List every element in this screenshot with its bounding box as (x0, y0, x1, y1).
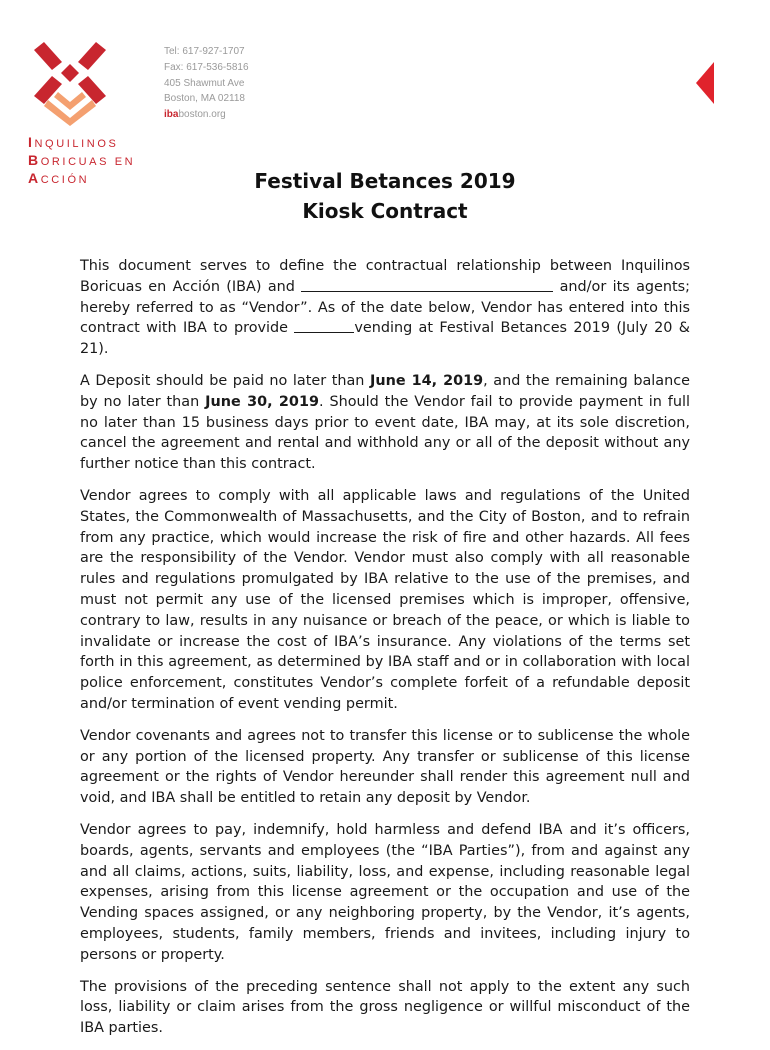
org-name: INQUILINOS BORICUAS EN ACCIÓN (28, 134, 136, 186)
red-triangle-flag-icon (696, 62, 714, 104)
vending-type-field[interactable] (294, 318, 354, 333)
paragraph-intro: This document serves to define the contractual relationship between Inquilinos Boricuas en Acción (IBA) and and/or its agents; hereby referred to as “Vendor”. As of the date below, Vendor has entered into this contract with IBA to provide vending at Festival Betances 2019 (July 20 & 21). (80, 258, 691, 358)
page-title (0, 166, 770, 226)
paragraph-compliance: Vendor agrees to comply with all applicable laws and regulations of the United States, the Commonwealth of Massachusetts, and the City of Boston, and to refrain from any practice, which would increase the risk of fire and other hazards. All fees are the responsibility of the Vendor. Vendor must also comply with all reasonable rules and regulations promulgated by IBA relative to the use of the premises, and must not permit any use of the licensed premises which is improper, offensive, contrary to law, results in any nuisance or breach of the peace, or which is liable to invalidate or increase the cost of IBA’s insurance. Any violations of the terms set forth in this agreement, as determined by IBA staff and or in collaboration with local police enforcement, constitutes Vendor’s complete forfeit of a refundable deposit and/or termination of event vending permit. (80, 487, 690, 712)
paragraph-indemnify: Vendor agrees to pay, indemnify, hold harmless and defend IBA and it’s officers, boards, agents, servants and employees (the “IBA Parties”), from and against any and all claims, actions, suits, liability, loss, and expense, including reasonable legal expenses, arising from this license agreement or the occupation and use of the Vending spaces assigned, or any neighboring property, by the Vendor, it’s agents, employees, students, family members, friends and invitees, including injury to persons or property. (80, 821, 690, 963)
paragraph-transfer: Vendor covenants and agrees not to transfer this license or to sublicense the whole or any portion of the licensed property. Any transfer or sublicense of this license agreement or the rights of Vendor hereunder shall render this agreement null and void, and IBA shall be entitled to retain any deposit by Vendor. (80, 727, 690, 807)
title-line-2: Kiosk Contract (302, 199, 468, 223)
title-line-1: Festival Betances 2019 (254, 169, 516, 193)
paragraph-provisions: The provisions of the preceding sentence shall not apply to the extent any such loss, liability or claim arises from the gross negligence or willful misconduct of the IBA parties. (80, 978, 690, 1037)
paragraph-deposit: A Deposit should be paid no later than June 14, 2019, and the remaining balance by no later than June 30, 2019. Should the Vendor fail to provide payment in full no later than 15 business days prior to event date, IBA may, at its sole discretion, cancel the agreement and rental and withhold any or all of the deposit without any further notice than this contract. (80, 372, 691, 473)
contact-tel: Tel: 617-927-1707 (164, 46, 245, 57)
contact-address: 405 Shawmut Ave (164, 77, 245, 89)
contract-body (80, 256, 690, 1050)
contact-fax: Fax: 617-536-5816 (164, 61, 249, 73)
contact-city: Boston, MA 02118 (164, 93, 245, 105)
contact-block (164, 44, 249, 123)
vendor-name-field[interactable] (301, 277, 553, 292)
contact-website[interactable]: ibaboston.org (164, 109, 226, 121)
deposit-date: June 14, 2019 (370, 372, 484, 389)
iba-cross-logo-icon (30, 40, 110, 126)
balance-date: June 30, 2019 (205, 393, 319, 410)
